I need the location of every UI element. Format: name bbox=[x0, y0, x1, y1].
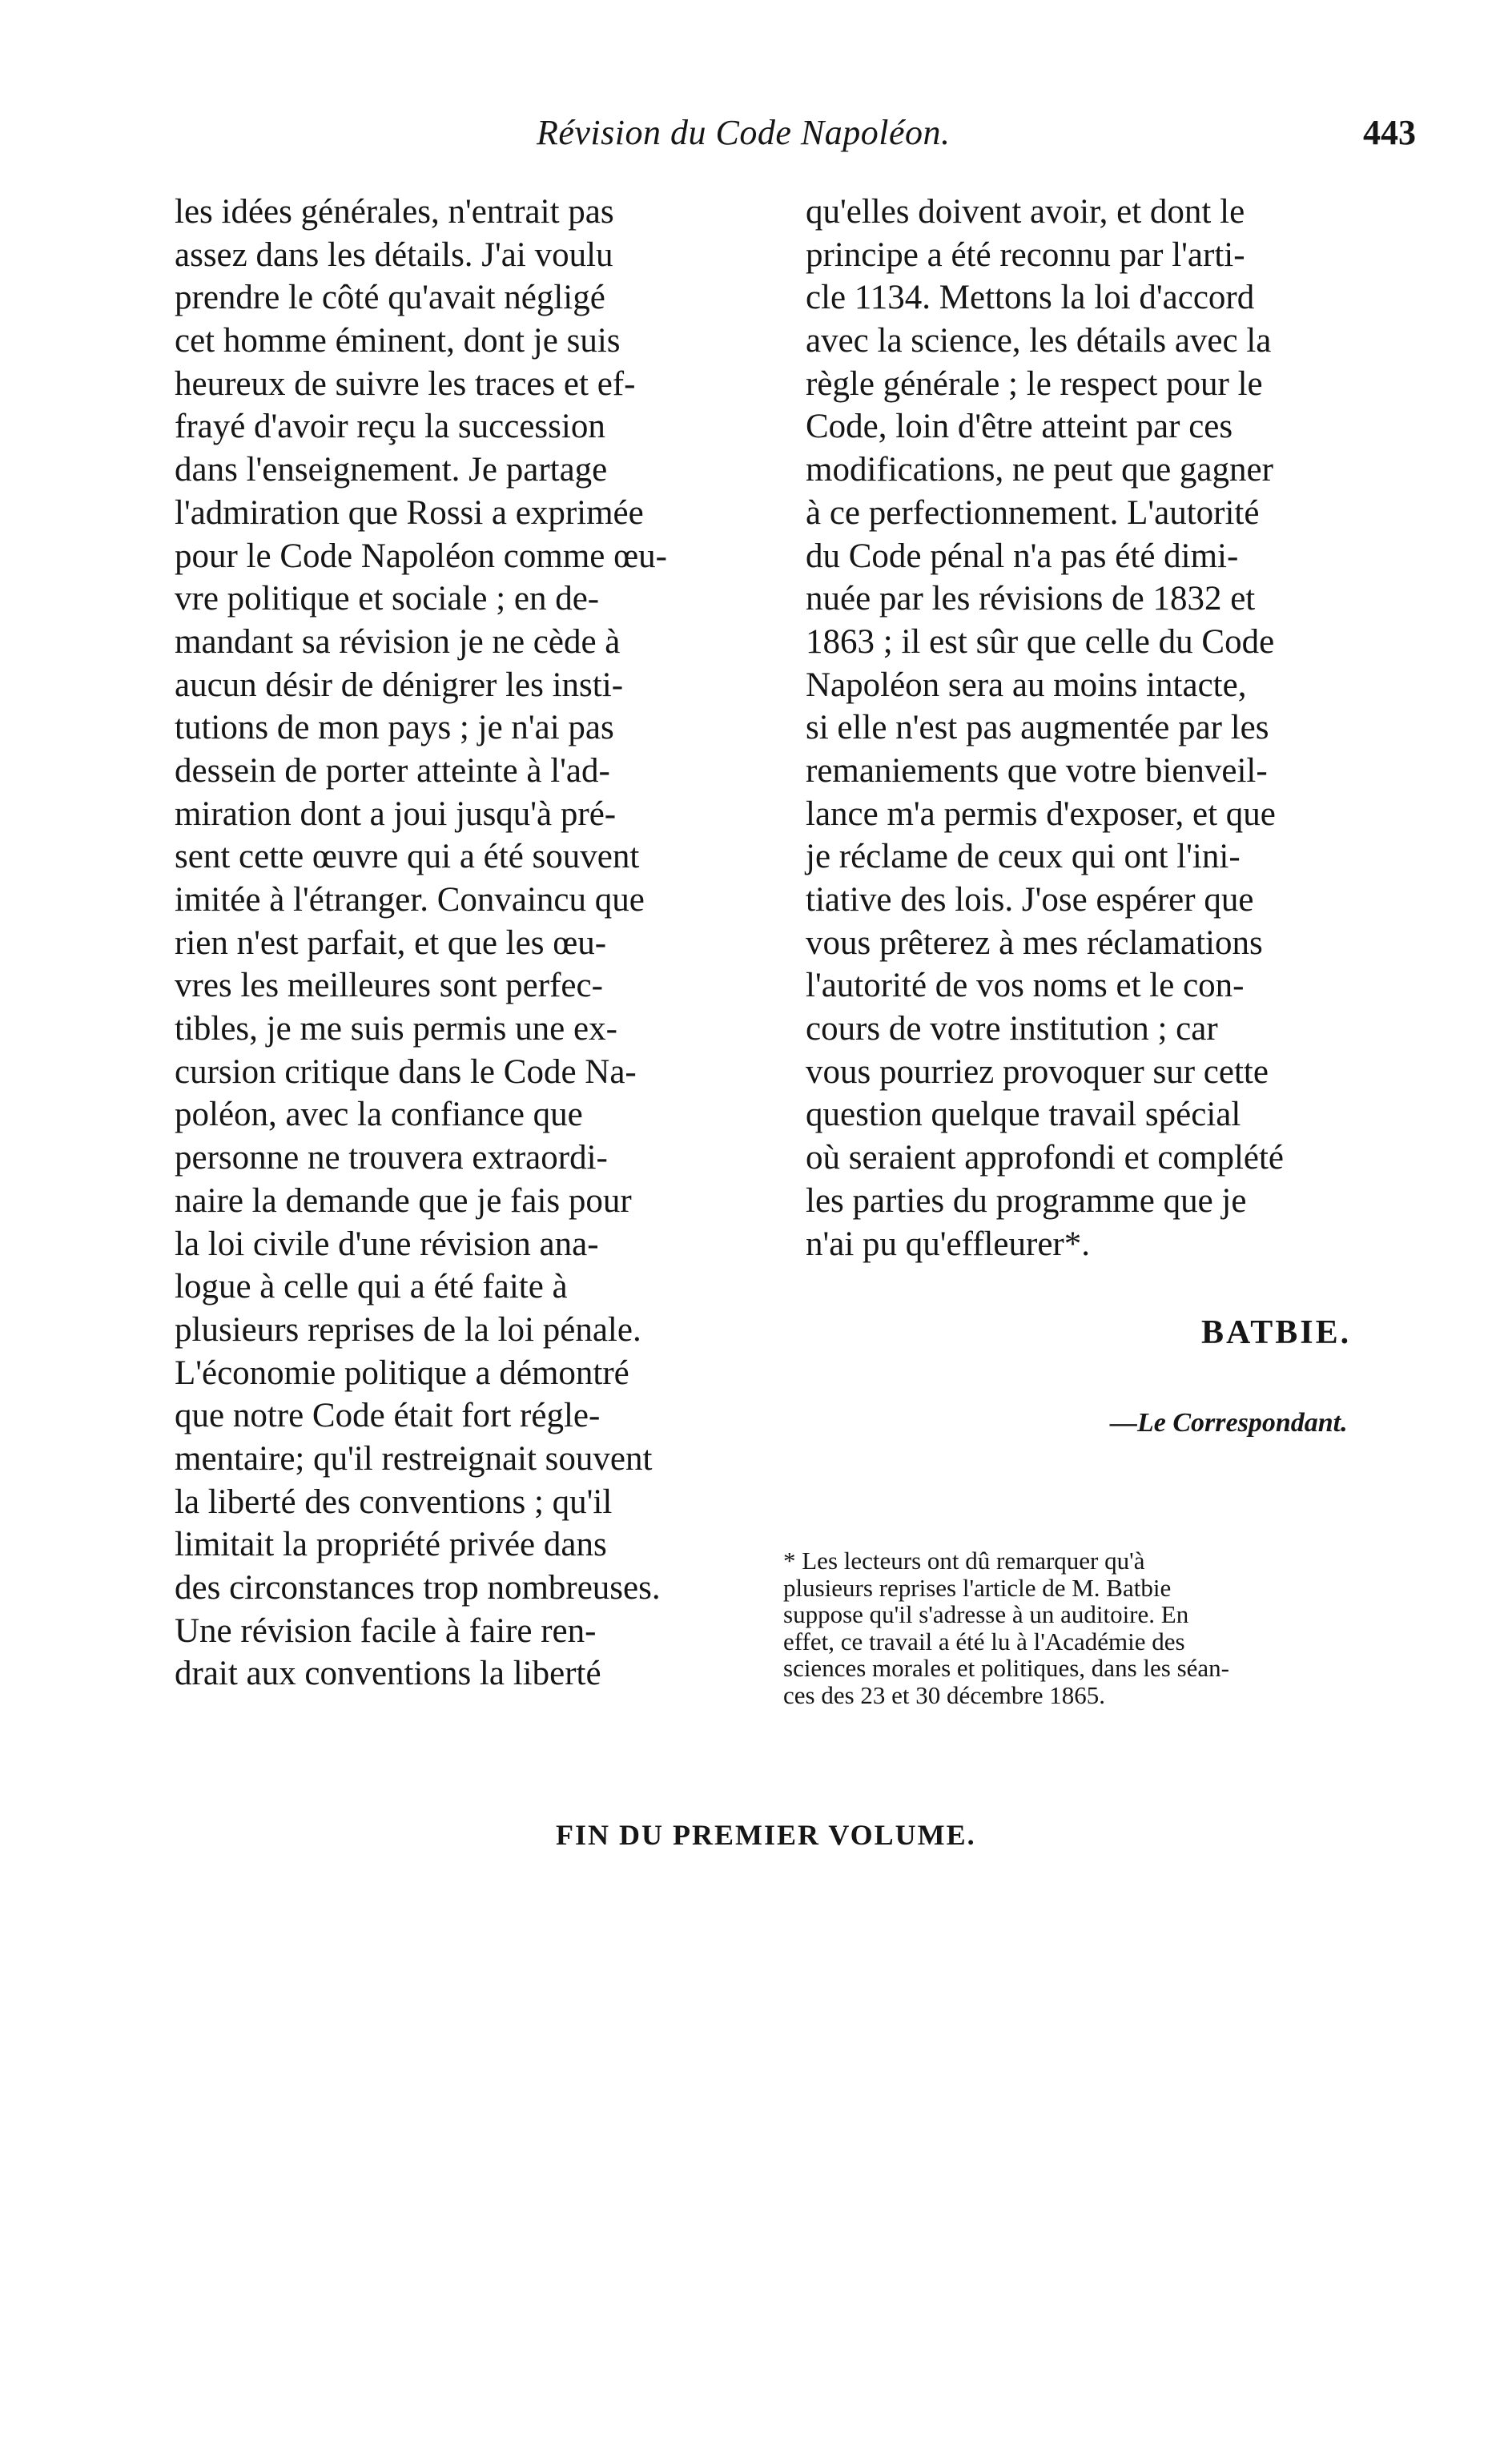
text-line: mentaire; qu'il restreignait souvent bbox=[175, 1439, 653, 1478]
text-line: la loi civile d'une révision ana- bbox=[175, 1225, 599, 1263]
page-number: 443 bbox=[1363, 113, 1416, 152]
text-line: question quelque travail spécial bbox=[806, 1096, 1241, 1134]
text-line: vous prêterez à mes réclamations bbox=[806, 923, 1263, 962]
right-column-text bbox=[806, 191, 1397, 1265]
text-line: l'admiration que Rossi a exprimée bbox=[175, 493, 644, 532]
text-line: Une révision facile à faire ren- bbox=[175, 1611, 597, 1650]
text-line: * Les lecteurs ont dû remarquer qu'à bbox=[783, 1547, 1145, 1575]
text-line: je réclame de ceux qui ont l'ini- bbox=[806, 838, 1241, 876]
text-line: logue à celle qui a été faite à bbox=[175, 1268, 568, 1306]
text-line: mandant sa révision je ne cède à bbox=[175, 622, 621, 661]
text-line: poléon, avec la confiance que bbox=[175, 1096, 583, 1134]
text-line: 1863 ; il est sûr que celle du Code bbox=[806, 622, 1275, 661]
text-line: n'ai pu qu'effleurer*. bbox=[806, 1225, 1090, 1263]
text-line: pour le Code Napoléon comme œu- bbox=[175, 537, 667, 575]
text-line: assez dans les détails. J'ai voulu bbox=[175, 235, 613, 274]
end-of-volume-mark: FIN DU PREMIER VOLUME. bbox=[556, 1819, 976, 1851]
text-line: qu'elles doivent avoir, et dont le bbox=[806, 193, 1245, 231]
author-signature: BATBIE. bbox=[1201, 1314, 1352, 1351]
text-line: principe a été reconnu par l'arti- bbox=[806, 235, 1245, 274]
text-line: lance m'a permis d'exposer, et que bbox=[806, 795, 1276, 833]
text-line: miration dont a joui jusqu'à pré- bbox=[175, 795, 617, 833]
text-line: cet homme éminent, dont je suis bbox=[175, 322, 621, 360]
text-line: à ce perfectionnement. L'autorité bbox=[806, 493, 1260, 532]
text-line: aucun désir de dénigrer les insti- bbox=[175, 666, 624, 704]
text-line: L'économie politique a démontré bbox=[175, 1354, 629, 1392]
text-line: dessein de porter atteinte à l'ad- bbox=[175, 751, 610, 790]
text-line: règle générale ; le respect pour le bbox=[806, 364, 1263, 403]
text-line: vous pourriez provoquer sur cette bbox=[806, 1052, 1269, 1091]
text-line: tutions de mon pays ; je n'ai pas bbox=[175, 709, 614, 747]
text-line: frayé d'avoir reçu la succession bbox=[175, 408, 605, 446]
text-line: naire la demande que je fais pour bbox=[175, 1181, 632, 1220]
text-line: cursion critique dans le Code Na- bbox=[175, 1052, 637, 1091]
text-line: drait aux conventions la liberté bbox=[175, 1655, 601, 1693]
text-line: plusieurs reprises de la loi pénale. bbox=[175, 1310, 641, 1349]
source-attribution: —Le Correspondant. bbox=[1110, 1408, 1348, 1438]
text-line: Code, loin d'être atteint par ces bbox=[806, 408, 1233, 446]
text-line: suppose qu'il s'adresse à un auditoire. En bbox=[783, 1600, 1189, 1628]
text-line: la liberté des conventions ; qu'il bbox=[175, 1482, 613, 1521]
left-column-text bbox=[175, 191, 767, 1696]
text-line: l'autorité de vos noms et le con- bbox=[806, 967, 1245, 1005]
text-line: plusieurs reprises l'article de M. Batbie bbox=[783, 1573, 1172, 1602]
text-line: Napoléon sera au moins intacte, bbox=[806, 666, 1247, 704]
text-line: ces des 23 et 30 décembre 1865. bbox=[783, 1680, 1106, 1709]
text-line: imitée à l'étranger. Convaincu que bbox=[175, 881, 645, 919]
text-line: où seraient approfondi et complété bbox=[806, 1139, 1285, 1177]
text-line: tiative des lois. J'ose espérer que bbox=[806, 881, 1254, 919]
text-line: des circonstances trop nombreuses. bbox=[175, 1569, 661, 1607]
text-line: cours de votre institution ; car bbox=[806, 1010, 1218, 1048]
text-line: remaniements que votre bienveil- bbox=[806, 751, 1268, 790]
text-line: effet, ce travail a été lu à l'Académie des bbox=[783, 1627, 1185, 1655]
text-line: limitait la propriété privée dans bbox=[175, 1526, 607, 1564]
text-line: rien n'est parfait, et que les œu- bbox=[175, 923, 607, 962]
text-line: dans l'enseignement. Je partage bbox=[175, 451, 608, 489]
text-line: personne ne trouvera extraordi- bbox=[175, 1139, 608, 1177]
text-line: heureux de suivre les traces et ef- bbox=[175, 364, 636, 403]
text-line: vre politique et sociale ; en de- bbox=[175, 580, 600, 618]
text-line: prendre le côté qu'avait négligé bbox=[175, 279, 605, 317]
text-line: cle 1134. Mettons la loi d'accord bbox=[806, 279, 1255, 317]
text-line: que notre Code était fort régle- bbox=[175, 1397, 601, 1435]
text-line: du Code pénal n'a pas été dimi- bbox=[806, 537, 1239, 575]
text-line: vres les meilleures sont perfec- bbox=[175, 967, 603, 1005]
footnote bbox=[783, 1547, 1400, 1708]
text-line: si elle n'est pas augmentée par les bbox=[806, 709, 1269, 747]
text-line: tibles, je me suis permis une ex- bbox=[175, 1010, 617, 1048]
text-line: sent cette œuvre qui a été souvent bbox=[175, 838, 640, 876]
text-line: avec la science, les détails avec la bbox=[806, 322, 1272, 360]
running-header-title: Révision du Code Napoléon. bbox=[537, 113, 951, 152]
text-line: les idées générales, n'entrait pas bbox=[175, 193, 614, 231]
text-line: modifications, ne peut que gagner bbox=[806, 451, 1273, 489]
text-line: les parties du programme que je bbox=[806, 1181, 1247, 1220]
text-line: nuée par les révisions de 1832 et bbox=[806, 580, 1256, 618]
text-line: sciences morales et politiques, dans les séan- bbox=[783, 1654, 1229, 1682]
